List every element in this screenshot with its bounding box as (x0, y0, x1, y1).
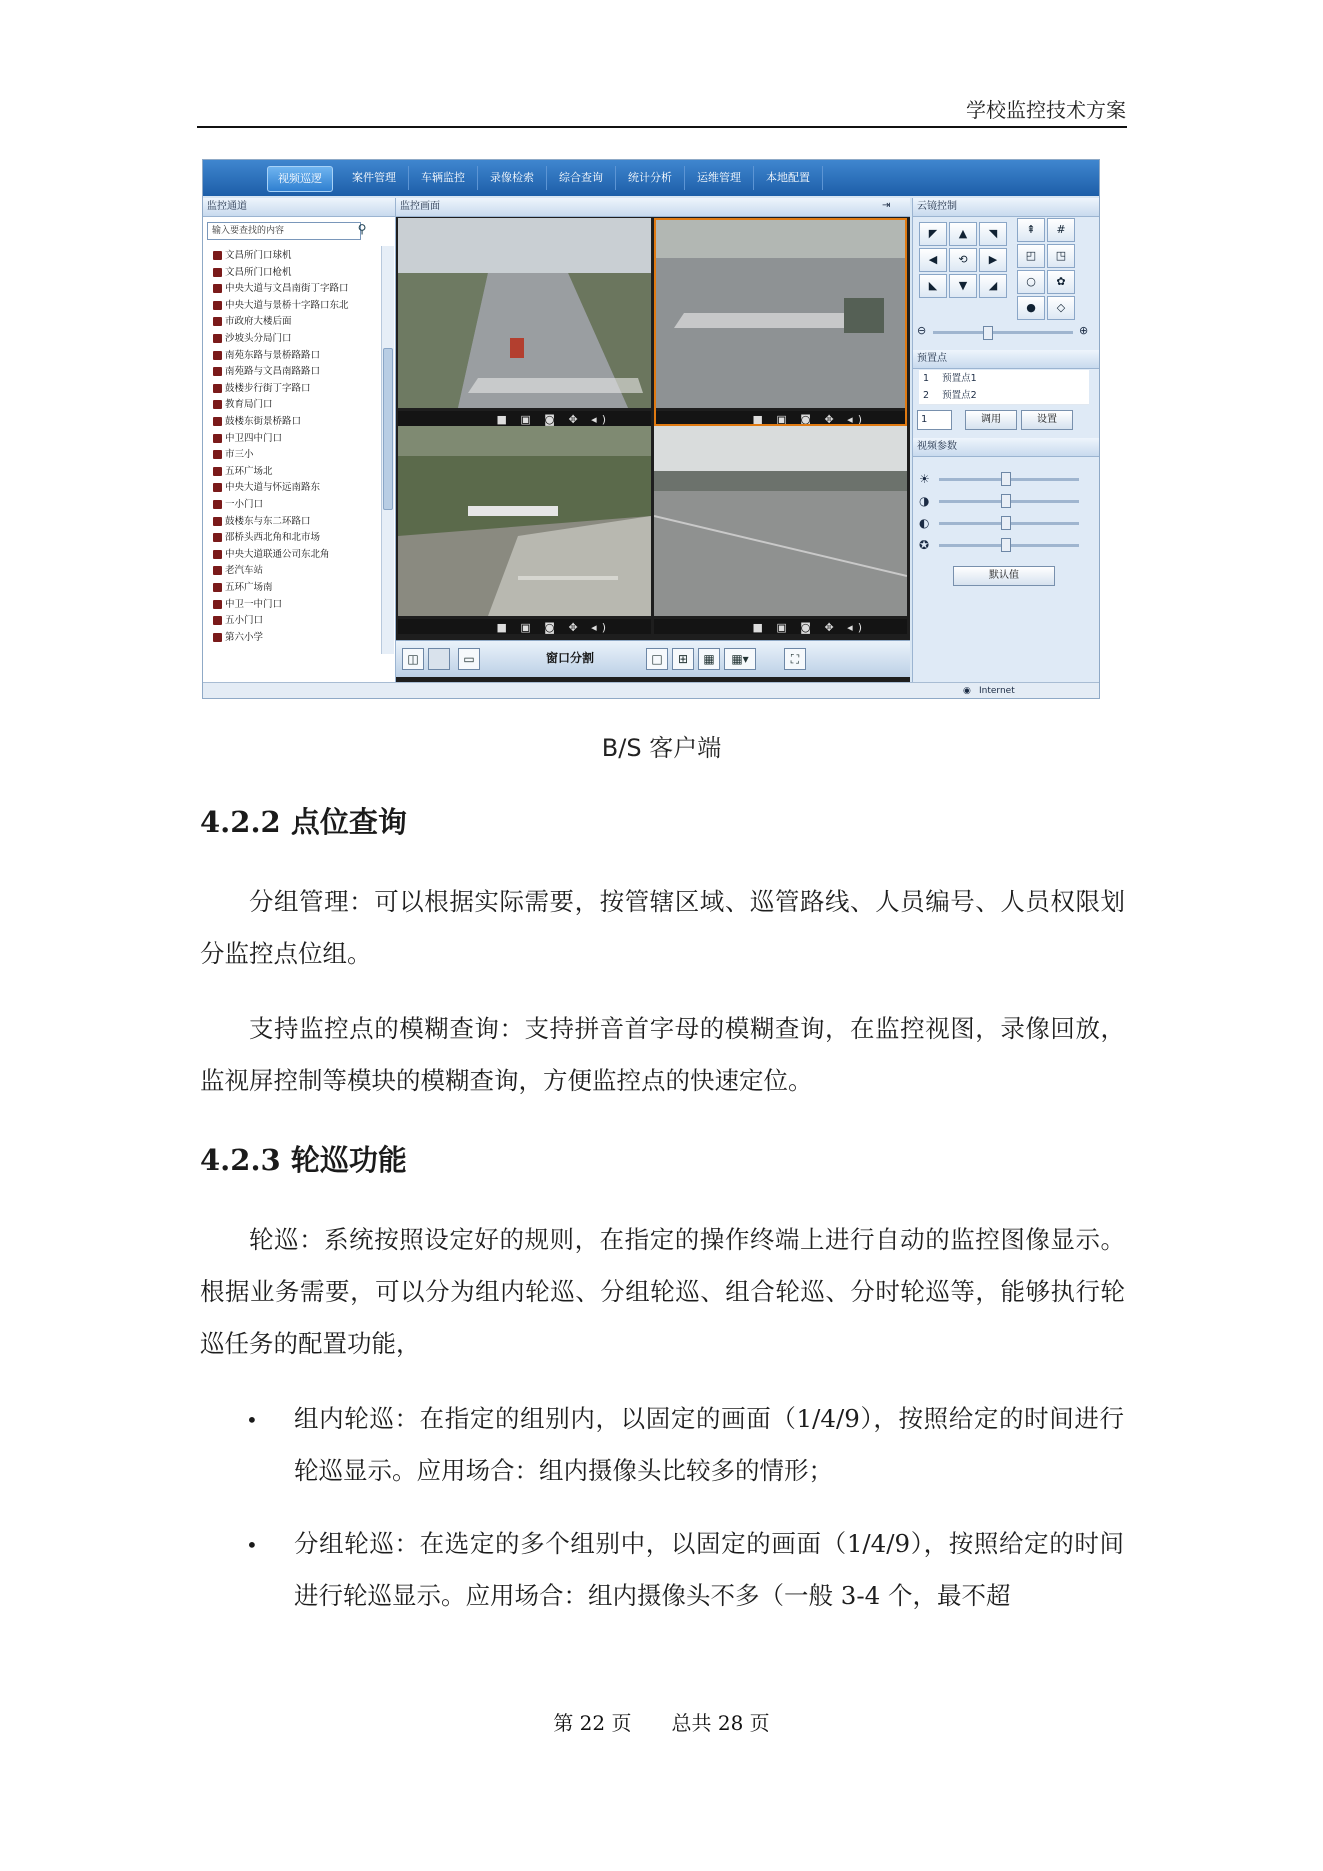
channel-tree-item[interactable] (225, 331, 292, 347)
channel-tree-item[interactable] (225, 480, 320, 496)
channel-label: 中央大道与景桥十字路口东北 (225, 299, 349, 311)
status-zone-text: Internet (979, 686, 1015, 696)
ptz-left-button[interactable]: ◀ (919, 248, 947, 272)
ptz-right-button[interactable]: ▶ (979, 248, 1007, 272)
section-heading-423: 4.2.3 轮巡功能 (200, 1143, 407, 1177)
tab-case-management[interactable]: 案件管理 (340, 166, 409, 190)
focus-far-icon[interactable]: ◳ (1047, 244, 1075, 268)
channel-tree-item[interactable] (225, 530, 320, 546)
bullet-marker: • (246, 1533, 258, 1557)
channel-tree-item[interactable] (225, 497, 263, 513)
preset-row[interactable] (919, 370, 1089, 388)
channel-tree-item[interactable] (225, 281, 349, 297)
channel-tree-item[interactable] (225, 580, 273, 596)
ptz-panel (912, 198, 1100, 688)
window-split-label: 窗口分割 (546, 651, 595, 665)
video-window-1[interactable] (398, 218, 651, 426)
camera-icon (213, 268, 222, 277)
tab-vehicle-monitoring[interactable]: 车辆监控 (409, 166, 478, 190)
ptz-speed-slider[interactable] (933, 331, 1073, 334)
preset-no: 1 (923, 373, 930, 384)
channel-label: 教育局门口 (225, 399, 273, 411)
channel-tree-item[interactable] (225, 563, 263, 579)
saturation-icon: ◐ (919, 516, 930, 530)
camera-icon (213, 633, 222, 642)
channel-label: 中卫四中门口 (225, 432, 283, 444)
channel-label: 中央大道联通公司东北角 (225, 548, 330, 560)
iris-close-icon[interactable]: ✿ (1047, 270, 1075, 294)
nav-bar (203, 160, 1099, 196)
video-params-title: 视频参数 (913, 438, 1100, 457)
section-heading-422: 4.2.2 点位查询 (200, 805, 407, 839)
channel-tree-item[interactable] (225, 630, 263, 646)
fullscreen-button[interactable]: ⛶ (784, 648, 806, 670)
camera-icon (213, 400, 222, 409)
ptz-panel-title: 云镜控制 (913, 198, 1100, 217)
channel-tree-item[interactable] (225, 597, 282, 613)
zoom-out-icon[interactable]: # (1047, 218, 1075, 242)
preset-number-input[interactable]: 1 (917, 410, 952, 430)
brightness-knob[interactable] (1001, 472, 1011, 486)
tab-local-config[interactable]: 本地配置 (754, 166, 823, 190)
video-toolbar-4[interactable]: ■ ▣ ◙ ✥ ◂) (654, 619, 907, 634)
tab-statistics[interactable]: 统计分析 (616, 166, 685, 190)
video-window-2[interactable] (654, 218, 907, 426)
preset-no: 2 (923, 390, 930, 401)
bullet-marker: • (246, 1408, 258, 1432)
internet-zone-icon: ◉ (963, 686, 971, 696)
saturation-knob[interactable] (1001, 516, 1011, 530)
ptz-down-button[interactable]: ▼ (949, 274, 977, 298)
channel-label: 第六小学 (225, 631, 264, 643)
channel-label: 中央大道与怀远南路东 (225, 482, 321, 494)
figure-caption: B/S 客户端 (601, 734, 722, 762)
paragraph-fuzzy-search: 支持监控点的模糊查询：支持拼音首字母的模糊查询，在监控视图，录像回放，监视屏控制等模块的模糊查询，方便监控点的快速定位。 (200, 1014, 1125, 1095)
camera-icon (213, 334, 222, 343)
ptz-up-left-button[interactable]: ◤ (919, 222, 947, 246)
channel-tree-item[interactable] (225, 464, 273, 480)
camera-icon (213, 616, 222, 625)
ptz-speed-knob[interactable] (983, 326, 993, 340)
camera-icon (213, 367, 222, 376)
channel-label: 市三小 (225, 449, 254, 461)
channel-label: 五环广场北 (225, 465, 273, 477)
video-toolbar-3[interactable]: ■ ▣ ◙ ✥ ◂) (398, 619, 651, 634)
pin-icon[interactable]: ⇥ (882, 200, 891, 211)
status-bar (203, 682, 1099, 699)
video-feed-street-1 (398, 218, 651, 408)
camera-icon (213, 533, 222, 542)
bs-client-screenshot (202, 159, 1100, 699)
focus-near-icon[interactable]: ◰ (1017, 244, 1045, 268)
video-feed-crossing-2 (654, 218, 907, 408)
bullet-multi-group-patrol: 分组轮巡：在选定的多个组别中，以固定的画面（1/4/9），按照给定的时间进行轮巡显示。应用场合：组内摄像头不多（一般 3-4 个，最不超 (294, 1529, 1124, 1610)
header-rule (197, 126, 1127, 128)
page-footer: 第 22 页 总共 28 页 (553, 1711, 770, 1735)
preset-name: 预置点2 (942, 390, 977, 401)
camera-icon (213, 284, 222, 293)
preset-call-button[interactable]: 调用 (965, 410, 1017, 430)
video-window-4[interactable] (654, 426, 907, 634)
channel-search-input[interactable]: 输入要查找的内容 (207, 222, 361, 240)
ptz-up-button[interactable]: ▲ (949, 222, 977, 246)
channel-label: 鼓楼东与东二环路口 (225, 515, 311, 527)
channel-panel (203, 198, 396, 688)
camera-icon (213, 450, 222, 459)
video-panel-title: 监控画面 (396, 198, 910, 217)
ptz-up-right-button[interactable]: ◥ (979, 222, 1007, 246)
speed-plus-icon[interactable]: ⊕ (1079, 324, 1089, 337)
camera-icon (213, 583, 222, 592)
channel-label: 文昌所门口枪机 (225, 266, 292, 278)
video-panel (396, 198, 910, 688)
tab-recording-search[interactable]: 录像检索 (478, 166, 547, 190)
record-button[interactable] (428, 648, 450, 670)
snapshot-button[interactable]: ◫ (402, 648, 424, 670)
channel-label: 南苑路与文昌南路路口 (225, 366, 321, 378)
camera-icon (213, 483, 222, 492)
camera-icon (213, 301, 222, 310)
camera-icon (213, 251, 222, 260)
channel-tree-item[interactable] (225, 381, 311, 397)
camera-icon (213, 317, 222, 326)
split-1-button[interactable]: □ (646, 648, 668, 670)
camera-icon (213, 384, 222, 393)
video-toolbar-2[interactable]: ■ ▣ ◙ ✥ ◂) (654, 411, 907, 426)
default-values-button[interactable]: 默认值 (953, 566, 1055, 586)
channel-label: 一小门口 (225, 499, 264, 510)
camera-icon (213, 500, 222, 509)
preset-set-button[interactable]: 设置 (1021, 410, 1073, 430)
contrast-icon: ◑ (919, 494, 930, 508)
iris-open-icon[interactable]: ○ (1017, 270, 1045, 294)
tab-ops-management[interactable]: 运维管理 (685, 166, 754, 190)
tab-video-patrol[interactable]: 视频巡逻 (267, 166, 333, 192)
camera-icon (213, 434, 222, 443)
channel-label: 五环广场南 (225, 582, 273, 593)
preset-name: 预置点1 (942, 373, 977, 384)
channel-tree-item[interactable] (225, 514, 311, 530)
ptz-down-left-button[interactable]: ◣ (919, 274, 947, 298)
channel-tree-item[interactable] (225, 431, 282, 447)
zoom-in-icon[interactable]: ⇞ (1017, 218, 1045, 242)
split-9-button[interactable]: ▦ (698, 648, 720, 670)
channel-label: 五小门口 (225, 615, 264, 627)
channel-label: 市政府大楼后面 (225, 316, 292, 328)
search-icon[interactable]: ⚲ (357, 222, 367, 236)
channel-label: 鼓楼东街景桥路口 (225, 416, 302, 427)
channel-label: 鼓楼步行街丁字路口 (225, 382, 311, 394)
split-4-button[interactable]: ⊞ (672, 648, 694, 670)
wiper-icon[interactable]: ◇ (1047, 296, 1075, 320)
camera-icon (213, 566, 222, 575)
channel-tree-item[interactable] (225, 547, 330, 563)
bullet-group-patrol: 组内轮巡：在指定的组别内，以固定的画面（1/4/9），按照给定的时间进行轮巡显示。应用场合：组内摄像头比较多的情形； (294, 1404, 1124, 1485)
page-header-title: 学校监控技术方案 (966, 98, 1126, 122)
split-more-button[interactable]: ▦▾ (724, 648, 756, 670)
channel-label: 中卫一中门口 (225, 598, 283, 610)
hue-knob[interactable] (1001, 538, 1011, 552)
contrast-knob[interactable] (1001, 494, 1011, 508)
hue-icon: ✪ (919, 538, 930, 552)
camera-icon (213, 417, 222, 426)
ptz-down-right-button[interactable]: ◢ (979, 274, 1007, 298)
channel-tree-item[interactable] (225, 265, 292, 281)
channel-tree-item[interactable] (225, 447, 254, 463)
channel-label: 老汽车站 (225, 565, 264, 577)
channel-label: 南苑东路与景桥路路口 (225, 349, 321, 361)
channel-tree-item[interactable] (225, 314, 292, 330)
light-icon[interactable]: ● (1017, 296, 1045, 320)
paragraph-group-management: 分组管理：可以根据实际需要，按管辖区域、巡管路线、人员编号、人员权限划分监控点位组。 (200, 887, 1125, 968)
window-split-bar (396, 640, 910, 677)
paragraph-patrol-intro: 轮巡：系统按照设定好的规则，在指定的操作终端上进行自动的监控图像显示。根据业务需要，可以分为组内轮巡、分组轮巡、组合轮巡、分时轮巡等，能够执行轮巡任务的配置功能， (200, 1225, 1125, 1358)
camera-icon (213, 351, 222, 360)
tree-scroll-thumb[interactable] (383, 348, 393, 510)
preset-row[interactable] (919, 387, 1089, 405)
video-feed-parking-3 (398, 426, 651, 616)
camera-icon (213, 550, 222, 559)
channel-tree-item[interactable] (225, 613, 263, 629)
video-feed-plaza-4 (654, 426, 907, 616)
channel-tree-item[interactable] (225, 298, 349, 314)
channel-label: 文昌所门口球机 (225, 250, 292, 261)
video-toolbar-1[interactable]: ■ ▣ ◙ ✥ ◂) (398, 411, 651, 426)
camera-icon (213, 600, 222, 609)
preset-panel-title: 预置点 (913, 350, 1100, 369)
speed-minus-icon[interactable]: ⊖ (917, 324, 927, 337)
channel-label: 沙坡头分局门口 (225, 333, 292, 344)
channel-label: 中央大道与文昌南街丁字路口 (225, 283, 349, 295)
channel-tree-item[interactable] (225, 348, 320, 364)
channel-label: 邵桥头西北角和北市场 (225, 532, 321, 544)
channel-tree-item[interactable] (225, 397, 273, 413)
brightness-icon: ☀ (919, 472, 930, 486)
channel-panel-title: 监控通道 (203, 198, 395, 217)
camera-icon (213, 517, 222, 526)
screen-button[interactable]: ▭ (458, 648, 480, 670)
tab-integrated-query[interactable]: 综合查询 (547, 166, 616, 190)
channel-tree-item[interactable] (225, 414, 301, 430)
ptz-auto-button[interactable]: ⟲ (949, 248, 977, 272)
channel-tree-item[interactable] (225, 248, 292, 264)
camera-icon (213, 467, 222, 476)
channel-tree-item[interactable] (225, 364, 320, 380)
video-window-3[interactable] (398, 426, 651, 634)
